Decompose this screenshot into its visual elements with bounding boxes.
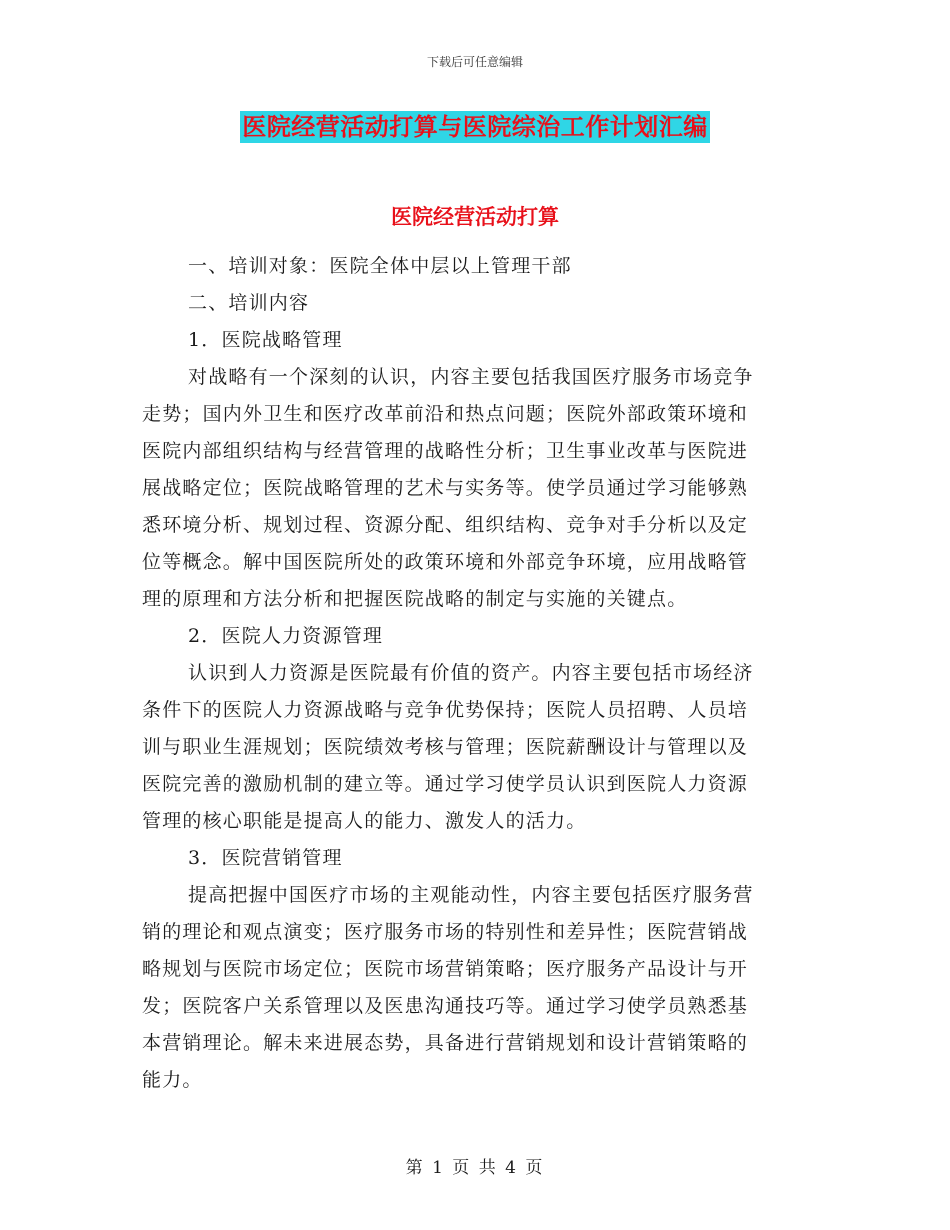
body-line: 训与职业生涯规划；医院绩效考核与管理；医院薪酬设计与管理以及: [142, 736, 749, 758]
body-line: 展战略定位；医院战略管理的艺术与实务等。使学员通过学习能够熟: [142, 477, 749, 499]
body-line: 略规划与医院市场定位；医院市场营销策略；医疗服务产品设计与开: [142, 958, 749, 980]
body-line: 医院内部组织结构与经营管理的战略性分析；卫生事业改革与医院进: [142, 440, 749, 462]
body-line: 提高把握中国医疗市场的主观能动性，内容主要包括医疗服务营: [188, 884, 754, 906]
body-line: 一、培训对象：医院全体中层以上管理干部: [188, 255, 572, 277]
document-title: 医院经营活动打算与医院综治工作计划汇编: [242, 112, 708, 141]
body-line: 本营销理论。解未来进展态势，具备进行营销规划和设计营销策略的: [142, 1032, 749, 1054]
page-footer: 第 1 页 共 4 页: [405, 1158, 545, 1178]
main-title-container: [0, 111, 950, 143]
body-line: 理的原理和方法分析和把握医院战略的制定与实施的关键点。: [142, 588, 688, 610]
body-line: 3．医院营销管理: [188, 847, 343, 869]
body-line: 位等概念。解中国医院所处的政策环境和外部竞争环境，应用战略管: [142, 551, 749, 573]
body-line: 悉环境分析、规划过程、资源分配、组织结构、竞争对手分析以及定: [142, 514, 749, 536]
body-line: 二、培训内容: [188, 292, 310, 314]
body-line: 能力。: [142, 1069, 203, 1091]
body-line: 条件下的医院人力资源战略与竞争优势保持；医院人员招聘、人员培: [142, 699, 749, 721]
body-line: 管理的核心职能是提高人的能力、激发人的活力。: [142, 810, 587, 832]
body-line: 2．医院人力资源管理: [188, 625, 384, 647]
section-title: 医院经营活动打算: [391, 204, 559, 229]
body-line: 对战略有一个深刻的认识，内容主要包括我国医疗服务市场竞争: [188, 366, 754, 388]
body-line: 1．医院战略管理: [188, 329, 343, 351]
body-line: 发；医院客户关系管理以及医患沟通技巧等。通过学习使学员熟悉基: [142, 995, 749, 1017]
document-body: [142, 248, 794, 1099]
body-line: 走势；国内外卫生和医疗改革前沿和热点问题；医院外部政策环境和: [142, 403, 749, 425]
body-line: 销的理论和观点演变；医疗服务市场的特别性和差异性；医院营销战: [142, 921, 749, 943]
body-line: 认识到人力资源是医院最有价值的资产。内容主要包括市场经济: [188, 662, 754, 684]
header-note: 下载后可任意编辑: [426, 55, 523, 69]
body-line: 医院完善的激励机制的建立等。通过学习使学员认识到医院人力资源: [142, 773, 749, 795]
